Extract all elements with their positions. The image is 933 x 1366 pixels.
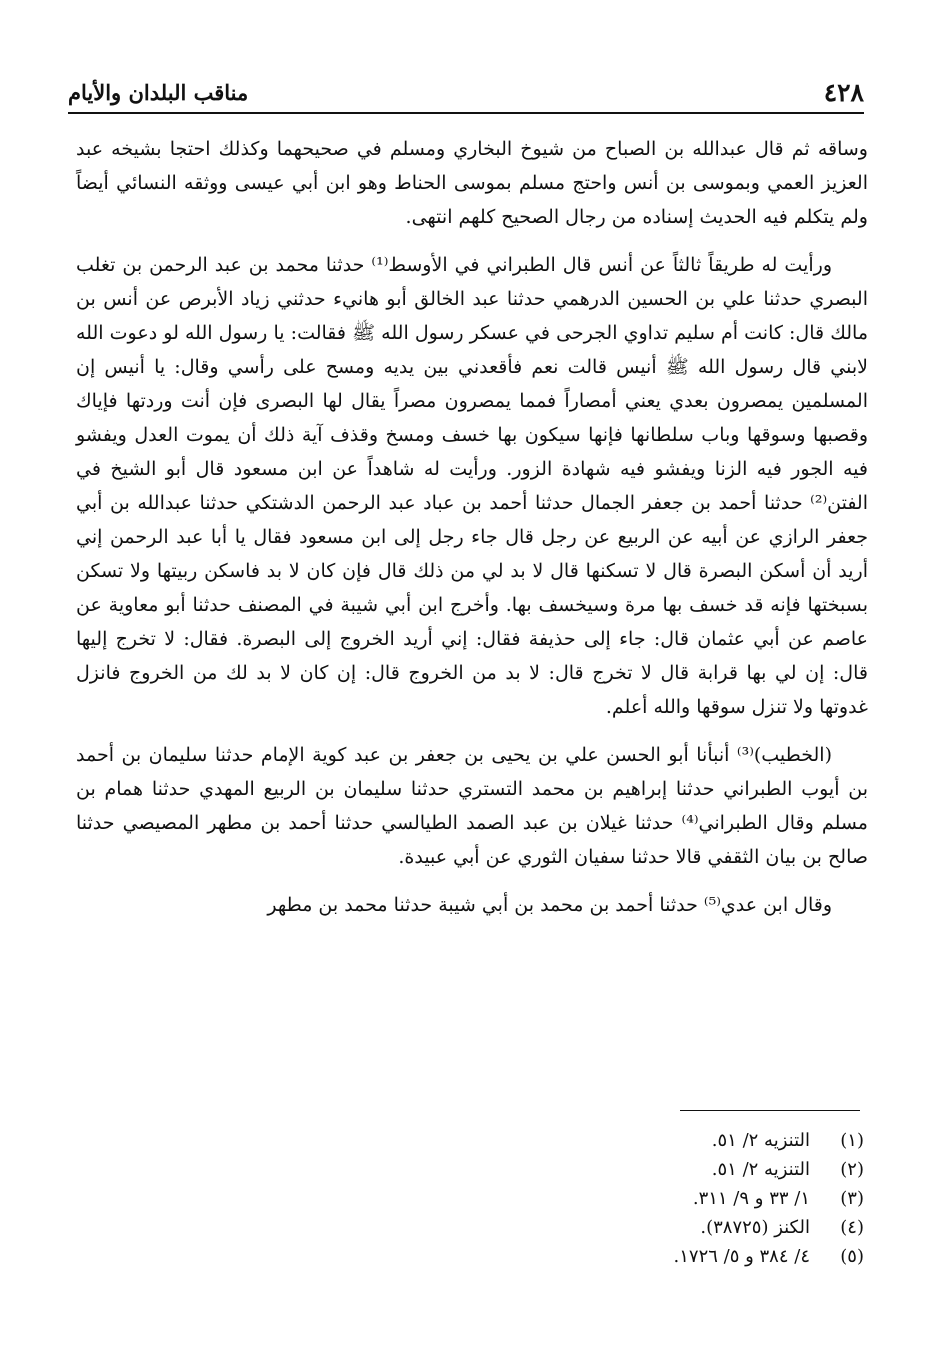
paragraph: ورأيت له طريقاً ثالثاً عن أنس قال الطبراني في الأوسط⁽¹⁾ حدثنا محمد بن عبد الرحمن بن تغلب البصري حدثنا علي بن الحسين الدرهمي حدثنا عبد الخالق أبو هانيء حدثني زياد الأبرص عن أنس بن مالك قال: كانت أم سليم تداوي الجرحى في عسكر رسول الله ﷺ فقالت: يا رسول الله لو دعوت الله لابني قال رسول الله ﷺ أنيس قالت نعم فأقعدني بين يديه ومسح على رأسي وقال: يا أنيس إن المسلمين يمصرون بعدي يعني أمصاراً فمما يمصرون مصراً يقال لها البصرى فإن أنت وردتها فإياك وقصبها وسوقها وباب سلطانها فإنها سيكون بها خسف ومسخ وقذف آية ذلك أن يموت العدل ويفشو فيه الجور فيه الزنا ويفشو فيه شهادة الزور. ورأيت له شاهداً عن ابن مسعود قال أبو الشيخ في الفتن⁽²⁾ حدثنا أحمد بن جعفر الجمال حدثنا أحمد بن عباد عبد الرحمن الدشتكي حدثنا عبدالله بن أبي جعفر الرازي عن أبيه عن الربيع عن رجل قال جاء رجل إلى ابن مسعود فقال يا أبا عبد الرحمن إني أريد أن أسكن البصرة قال لا تسكنها قال لا بد لي من ذلك قال فإن كان لا بد فاسكن ربيتها ولا تسكن بسبختها فإنه قد خسف بها مرة وسيخسف بها. وأخرج ابن أبي شيبة في المصنف حدثنا أبو معاوية عن عاصم عن أبي عثمان قال: جاء إلى حذيفة فقال: إني أريد الخروج إلى البصرة. فقال: لا تخرج إليها قال: إن لي بها قرابة قال لا تخرج قال: لا بد من الخروج قال: إن كان لا بد لك من الخروج فانزل غدوتها ولا تنزل سوقها والله أعلم. [76,254,868,718]
footnote-item [200,1184,864,1213]
footnote-number: (٣) [840,1188,864,1209]
footnote-item [200,1126,864,1155]
page-header [68,74,864,114]
footnote-text: التنزيه ٢/ ٥١. [711,1159,810,1180]
paragraph: وقال ابن عدي⁽⁵⁾ حدثنا أحمد بن محمد بن أبي شيبة حدثنا محمد بن مطهر [267,894,832,916]
footnote-number: (١) [840,1130,864,1151]
footnote-text: الكنز (٣٨٧٢٥). [700,1217,810,1238]
footnote-item [200,1213,864,1242]
footnote-text: التنزيه ٢/ ٥١. [711,1130,810,1151]
footnote-number: (٢) [840,1159,864,1180]
footnote-item [200,1155,864,1184]
footnote-number: (٤) [840,1217,864,1238]
footnote-number: (٥) [840,1246,864,1267]
footnote-text: ٤/ ٣٨٤ و ٥/ ١٧٢٦. [673,1246,810,1267]
paragraph: وساقه ثم قال عبدالله بن الصباح من شيوخ البخاري ومسلم في صحيحهما وكذلك احتجا بشيخه عبد العزيز العمي وبموسى بن أنس واحتج مسلم بموسى الحناط وهو ابن أبي عيسى ووثقه النسائي أيضاً ولم يتكلم فيه الحديث إسناده من رجال الصحيح كلهم انتهى. [76,138,868,228]
footnote-text: ١/ ٣٣ و ٩/ ٣١١. [692,1188,810,1209]
footnotes-list [200,1126,864,1271]
paragraph: (الخطيب)⁽³⁾ أنبأنا أبو الحسن علي بن يحيى بن جعفر بن عبد كوية الإمام حدثنا سليمان بن أحمد بن أيوب الطبراني حدثنا إبراهيم بن محمد التستري حدثنا سليمان بن الربيع المهدي حدثنا همام بن مسلم وقال الطبراني⁽⁴⁾ حدثنا غيلان بن عبد الصمد الطيالسي حدثنا أحمد بن مطهر المصيصي حدثنا صالح بن بيان الثقفي قالا حدثنا سفيان الثوري عن أبي عبيدة. [76,744,868,868]
footnote-item [200,1242,864,1271]
page-number: ٤٢٨ [823,78,864,107]
main-text [76,132,868,936]
footnote-divider [680,1110,860,1111]
running-title: مناقب البلدان والأيام [68,80,249,105]
